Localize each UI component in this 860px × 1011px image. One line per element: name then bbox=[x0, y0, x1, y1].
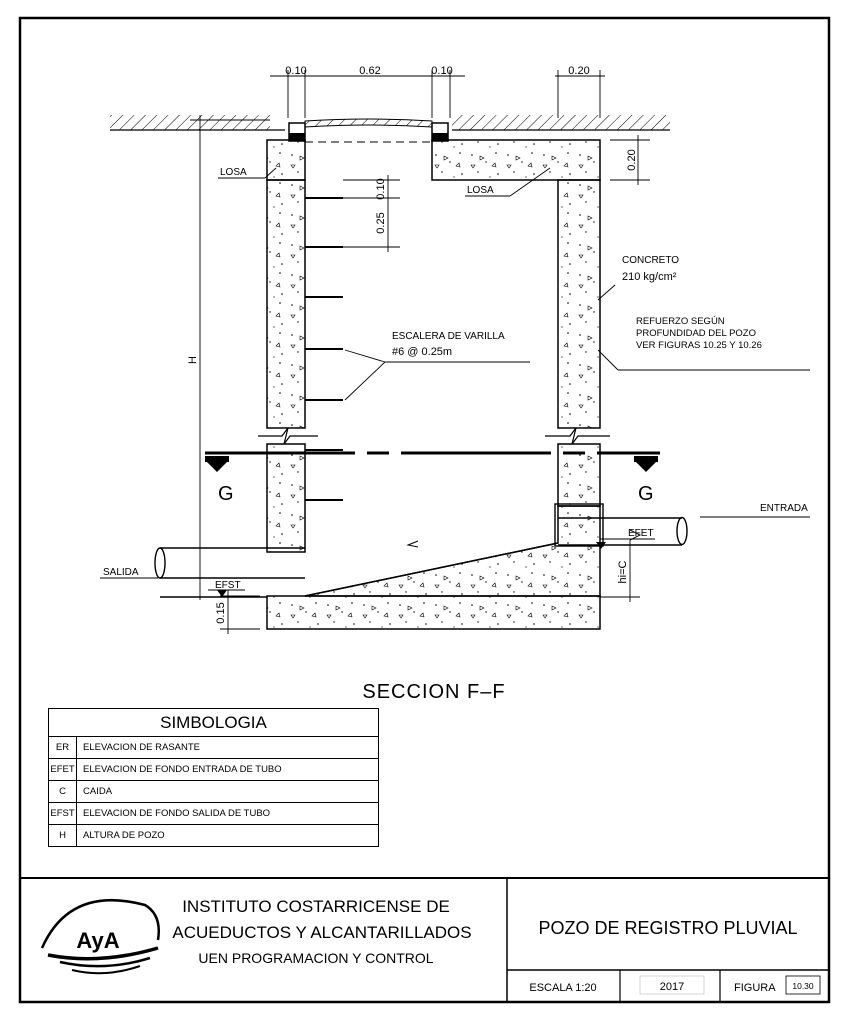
dim-right-wall: 0.20 bbox=[568, 65, 590, 77]
legend-code: C bbox=[49, 781, 77, 803]
title-block-texts bbox=[172, 897, 813, 994]
legend-code: EFST bbox=[49, 803, 77, 825]
label-losa-left: LOSA bbox=[220, 167, 247, 178]
legend-code: H bbox=[49, 825, 77, 847]
institution-line-1: INSTITUTO COSTARRICENSE DE bbox=[182, 897, 450, 916]
dim-drop: hi=C bbox=[617, 560, 629, 584]
dim-height: H bbox=[187, 356, 199, 364]
label-escalera-1: ESCALERA DE VARILLA bbox=[392, 331, 505, 342]
label-salida: SALIDA bbox=[103, 567, 139, 578]
legend-description: CAIDA bbox=[77, 781, 379, 803]
label-cut-left: G bbox=[218, 483, 234, 505]
legend-description: ELEVACION DE FONDO ENTRADA DE TUBO bbox=[77, 759, 379, 781]
label-cut-right: G bbox=[638, 483, 654, 505]
year: 2017 bbox=[659, 981, 685, 993]
legend-title: SIMBOLOGIA bbox=[49, 709, 379, 737]
label-refuerzo-2: PROFUNDIDAD DEL POZO bbox=[636, 328, 756, 339]
dim-rung-spacing: 0.25 bbox=[375, 212, 387, 234]
institution-line-3: UEN PROGRAMACION Y CONTROL bbox=[198, 950, 434, 966]
ladder-rungs bbox=[305, 198, 343, 500]
legend-code: EFET bbox=[49, 759, 77, 781]
legend-table bbox=[48, 708, 379, 847]
label-refuerzo-3: VER FIGURAS 10.25 Y 10.26 bbox=[636, 340, 762, 351]
label-refuerzo-1: REFUERZO SEGÚN bbox=[636, 316, 725, 327]
logo-text: AyA bbox=[76, 928, 120, 953]
sheet-border bbox=[20, 18, 829, 1002]
legend-row bbox=[49, 759, 379, 781]
ground-surface bbox=[110, 115, 670, 142]
dim-frame-right: 0.10 bbox=[431, 65, 453, 77]
break-lines bbox=[258, 428, 610, 444]
dim-frame-left: 0.10 bbox=[285, 65, 307, 77]
dim-floor: 0.15 bbox=[215, 602, 227, 624]
aya-logo bbox=[42, 900, 159, 973]
label-losa-right: LOSA bbox=[467, 185, 494, 196]
manhole-structure bbox=[267, 140, 600, 629]
dim-slab: 0.20 bbox=[626, 149, 638, 171]
institution-line-2: ACUEDUCTOS Y ALCANTARILLADOS bbox=[172, 923, 472, 942]
dim-rung-offset: 0.10 bbox=[375, 178, 387, 200]
label-concreto-strength: 210 kg/cm² bbox=[622, 271, 677, 283]
label-entrada: ENTRADA bbox=[760, 503, 808, 514]
legend-row bbox=[49, 781, 379, 803]
legend-description: ALTURA DE POZO bbox=[77, 825, 379, 847]
scale: ESCALA 1:20 bbox=[529, 982, 597, 994]
drawing-title: POZO DE REGISTRO PLUVIAL bbox=[538, 918, 798, 938]
label-escalera-2: #6 @ 0.25m bbox=[392, 346, 453, 358]
dim-opening: 0.62 bbox=[359, 65, 381, 77]
legend-row bbox=[49, 825, 379, 847]
legend-description: ELEVACION DE RASANTE bbox=[77, 737, 379, 759]
label-efet: EFET bbox=[628, 528, 654, 539]
label-concreto: CONCRETO bbox=[622, 255, 680, 266]
legend-header bbox=[49, 709, 379, 737]
figure-label: FIGURA bbox=[734, 982, 776, 994]
label-efst: EFST bbox=[215, 580, 241, 591]
figure-number: 10.30 bbox=[792, 981, 814, 991]
legend-description: ELEVACION DE FONDO SALIDA DE TUBO bbox=[77, 803, 379, 825]
legend-code: ER bbox=[49, 737, 77, 759]
legend-row bbox=[49, 737, 379, 759]
legend-row bbox=[49, 803, 379, 825]
section-title: SECCION F–F bbox=[362, 681, 506, 703]
